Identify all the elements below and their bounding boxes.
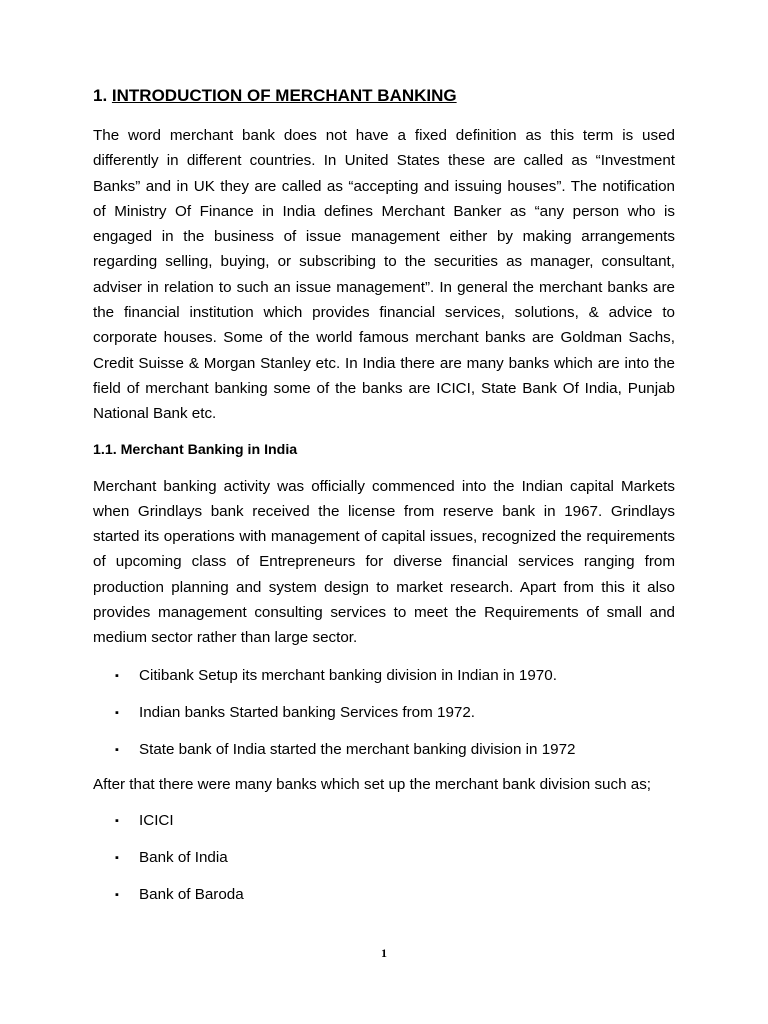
document-page (93, 84, 675, 921)
list-item: ▪ ICICI (93, 810, 675, 832)
chapter-heading (93, 84, 675, 108)
chapter-number: 1. (93, 86, 108, 105)
list-item: ▪ Bank of India (93, 847, 675, 869)
banks-list (93, 810, 675, 906)
after-text: After that there were many banks which set up the merchant bank division such as; (93, 775, 652, 793)
intro-paragraph: The word merchant bank does not have a fixed definition as this term is used differently in different countries. In United States these are called as “Investment Banks” and in UK they are called as “accepting and issuing houses”. The notification of Ministry Of Finance in India defines Merchant Banker as “any person who is engaged in the business of issue management either by making arrangements regarding selling, buying, or subscribing to the securities as manager, consultant, adviser in relation to such an issue management”. In general the merchant banks are the financial institution which provides financial services, solutions, & advice to corporate houses. Some of the world famous merchant banks are Goldman Sachs, Credit Suisse & Morgan Stanley etc. In India there are many banks which are into the field of merchant banking some of the banks are ICICI, State Bank Of India, Punjab National Bank etc. (93, 127, 675, 423)
list-item: ▪ State bank of India started the merchant banking division in 1972 (93, 739, 675, 761)
list-item: ▪ Citibank Setup its merchant banking division in Indian in 1970. (93, 665, 675, 687)
page-number: 1 (381, 946, 387, 960)
section-paragraph: Merchant banking activity was officially commenced into the Indian capital Markets when Grindlays bank received the license from reserve bank in 1967. Grindlays started its operations with management of capital issues, recognized the requirements of upcoming class of Entrepreneurs for diverse financial services ranging from production planning and system design to market research. Apart from this it also provides management consulting services to meet the Requirements of small and medium sector rather than large sector. (93, 477, 675, 647)
list-item: ▪ Bank of Baroda (93, 884, 675, 906)
milestones-list (93, 665, 675, 761)
section-heading: 1.1. Merchant Banking in India (93, 441, 298, 458)
list-item: ▪ Indian banks Started banking Services from 1972. (93, 702, 675, 724)
chapter-title: INTRODUCTION OF MERCHANT BANKING (111, 86, 457, 105)
